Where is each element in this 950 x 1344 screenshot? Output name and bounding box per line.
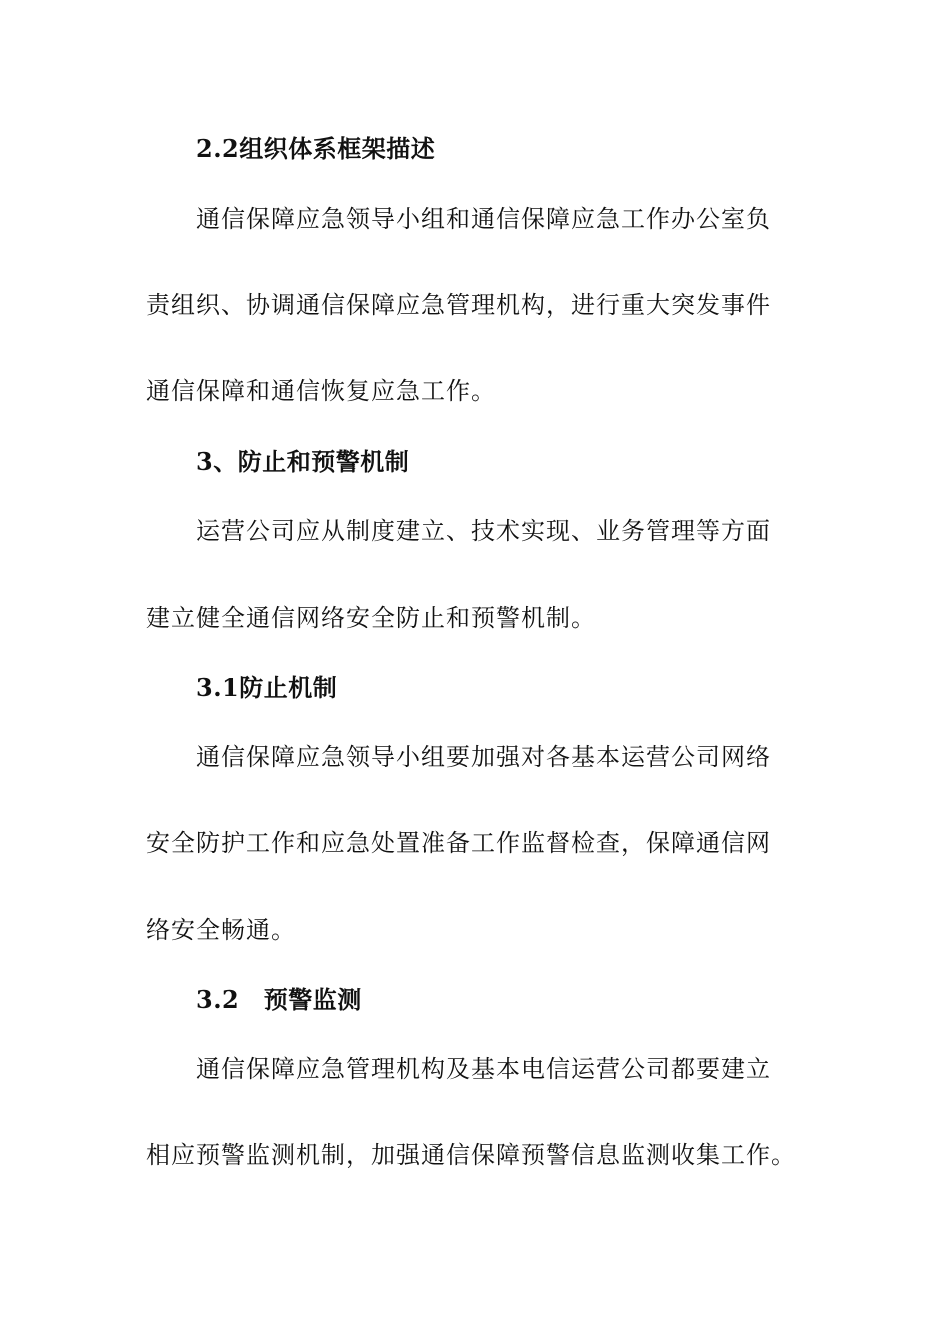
section-3-heading: 3、防止和预警机制: [196, 447, 410, 476]
section-3-1-paragraph-line-2: 安全防护工作和应急处置准备工作监督检查，保障通信网: [146, 829, 771, 857]
section-2-2-paragraph-line-3: 通信保障和通信恢复应急工作。: [146, 377, 496, 405]
section-3-2-heading: 3.2 预警监测: [196, 985, 362, 1014]
section-3-1-paragraph-line-1: 通信保障应急领导小组要加强对各基本运营公司网络: [196, 743, 771, 771]
section-3-1-heading: 3.1防止机制: [196, 673, 338, 702]
section-2-2-paragraph-line-2: 责组织、协调通信保障应急管理机构，进行重大突发事件: [146, 291, 771, 319]
section-2-2-paragraph-line-1: 通信保障应急领导小组和通信保障应急工作办公室负: [196, 205, 771, 233]
section-3-2-paragraph-line-2: 相应预警监测机制，加强通信保障预警信息监测收集工作。: [146, 1141, 796, 1169]
section-2-2-heading: 2.2组织体系框架描述: [196, 134, 436, 163]
section-3-paragraph-line-1: 运营公司应从制度建立、技术实现、业务管理等方面: [196, 517, 771, 545]
section-3-2-paragraph-line-1: 通信保障应急管理机构及基本电信运营公司都要建立: [196, 1055, 771, 1083]
section-3-paragraph-line-2: 建立健全通信网络安全防止和预警机制。: [146, 604, 596, 632]
section-3-1-paragraph-line-3: 络安全畅通。: [146, 916, 296, 944]
